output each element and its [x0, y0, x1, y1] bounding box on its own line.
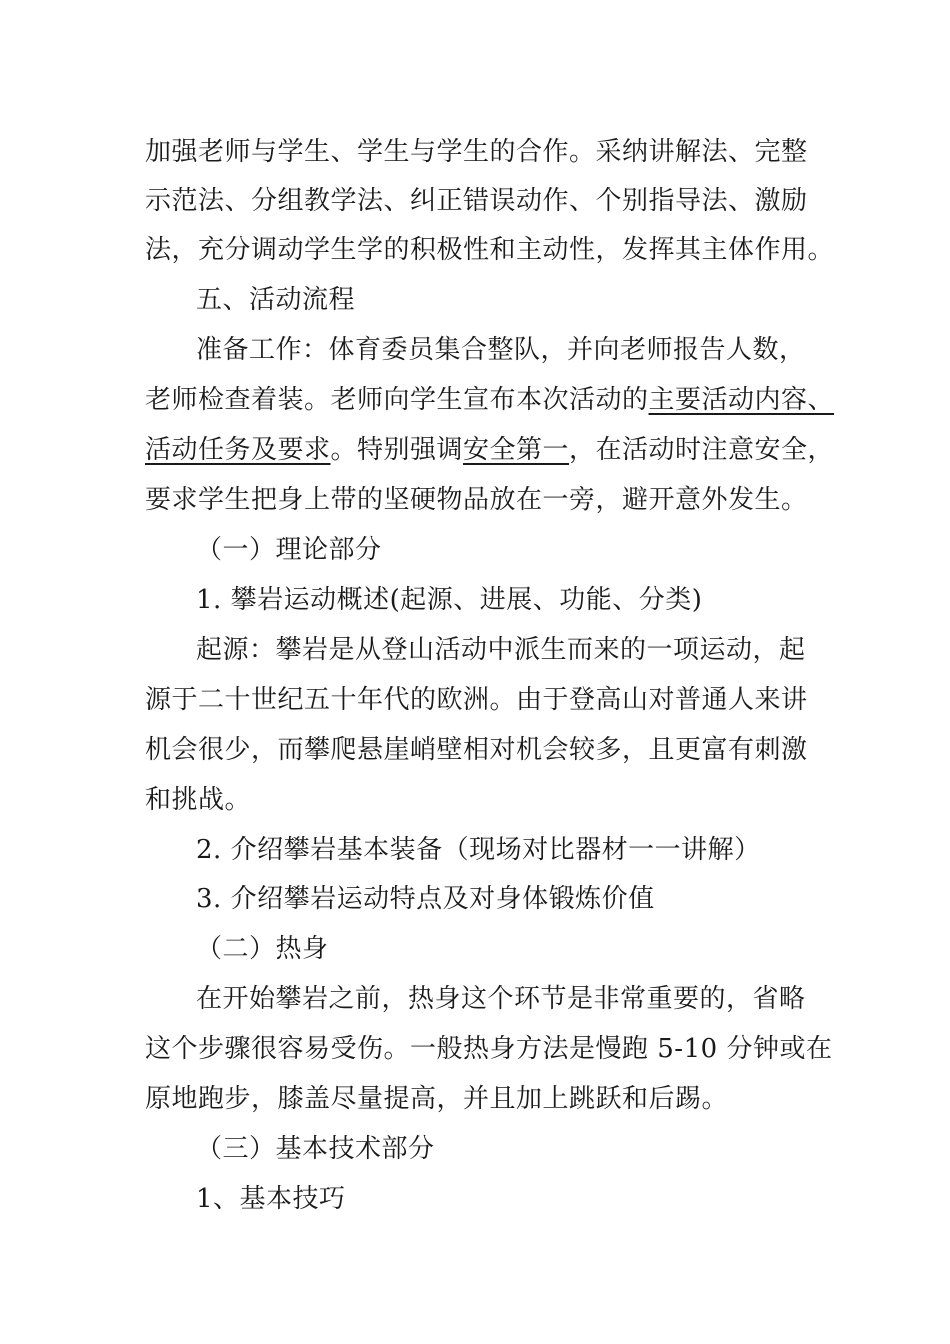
paragraph-line: [145, 383, 834, 417]
underlined-text: 主要活动内容、: [648, 385, 835, 415]
paragraph-line: 加强老师与学生、学生与学生的合作。采纳讲解法、完整: [145, 137, 808, 167]
subsection-heading: （一）理论部分: [196, 535, 382, 565]
paragraph-line: 起源：攀岩是从登山活动中派生而来的一项运动，起: [196, 635, 806, 665]
subsection-heading: （三）基本技术部分: [196, 1134, 435, 1164]
paragraph-line: [145, 433, 834, 467]
list-item: 3. 介绍攀岩运动特点及对身体锻炼价值: [196, 884, 655, 914]
paragraph-line: 法，充分调动学生学的积极性和主动性，发挥其主体作用。: [145, 235, 835, 265]
underlined-text: 活动任务及要求: [145, 435, 331, 465]
subsection-heading: （二）热身: [196, 934, 329, 964]
underlined-text: 安全第一: [463, 435, 570, 465]
paragraph-line: 源于二十世纪五十年代的欧洲。由于登高山对普通人来讲: [145, 685, 808, 715]
list-item: 1. 攀岩运动概述(起源、进展、功能、分类): [196, 585, 703, 615]
section-heading: 五、活动流程: [196, 285, 356, 315]
paragraph-line: 准备工作：体育委员集合整队，并向老师报告人数，: [196, 335, 806, 365]
list-item: 1、基本技巧: [196, 1184, 346, 1214]
list-item: 2. 介绍攀岩基本装备（现场对比器材一一讲解）: [196, 835, 761, 865]
line-text: ，在活动时注意安全，: [569, 435, 835, 465]
paragraph-line: 和挑战。: [145, 785, 252, 815]
line-text: 。特别强调: [330, 435, 464, 465]
paragraph-line: 机会很少，而攀爬悬崖峭壁相对机会较多，且更富有刺激: [145, 735, 808, 765]
paragraph-line: 要求学生把身上带的坚硬物品放在一旁，避开意外发生。: [145, 485, 808, 515]
paragraph-line: 在开始攀岩之前，热身这个环节是非常重要的，省略: [196, 984, 806, 1014]
paragraph-line: 示范法、分组教学法、纠正错误动作、个别指导法、激励: [145, 186, 808, 216]
paragraph-line: 原地跑步，膝盖尽量提高，并且加上跳跃和后踢。: [145, 1084, 729, 1114]
line-text: 老师检查着装。老师向学生宣布本次活动的: [145, 385, 649, 415]
paragraph-line: 这个步骤很容易受伤。一般热身方法是慢跑 5-10 分钟或在: [145, 1034, 833, 1064]
